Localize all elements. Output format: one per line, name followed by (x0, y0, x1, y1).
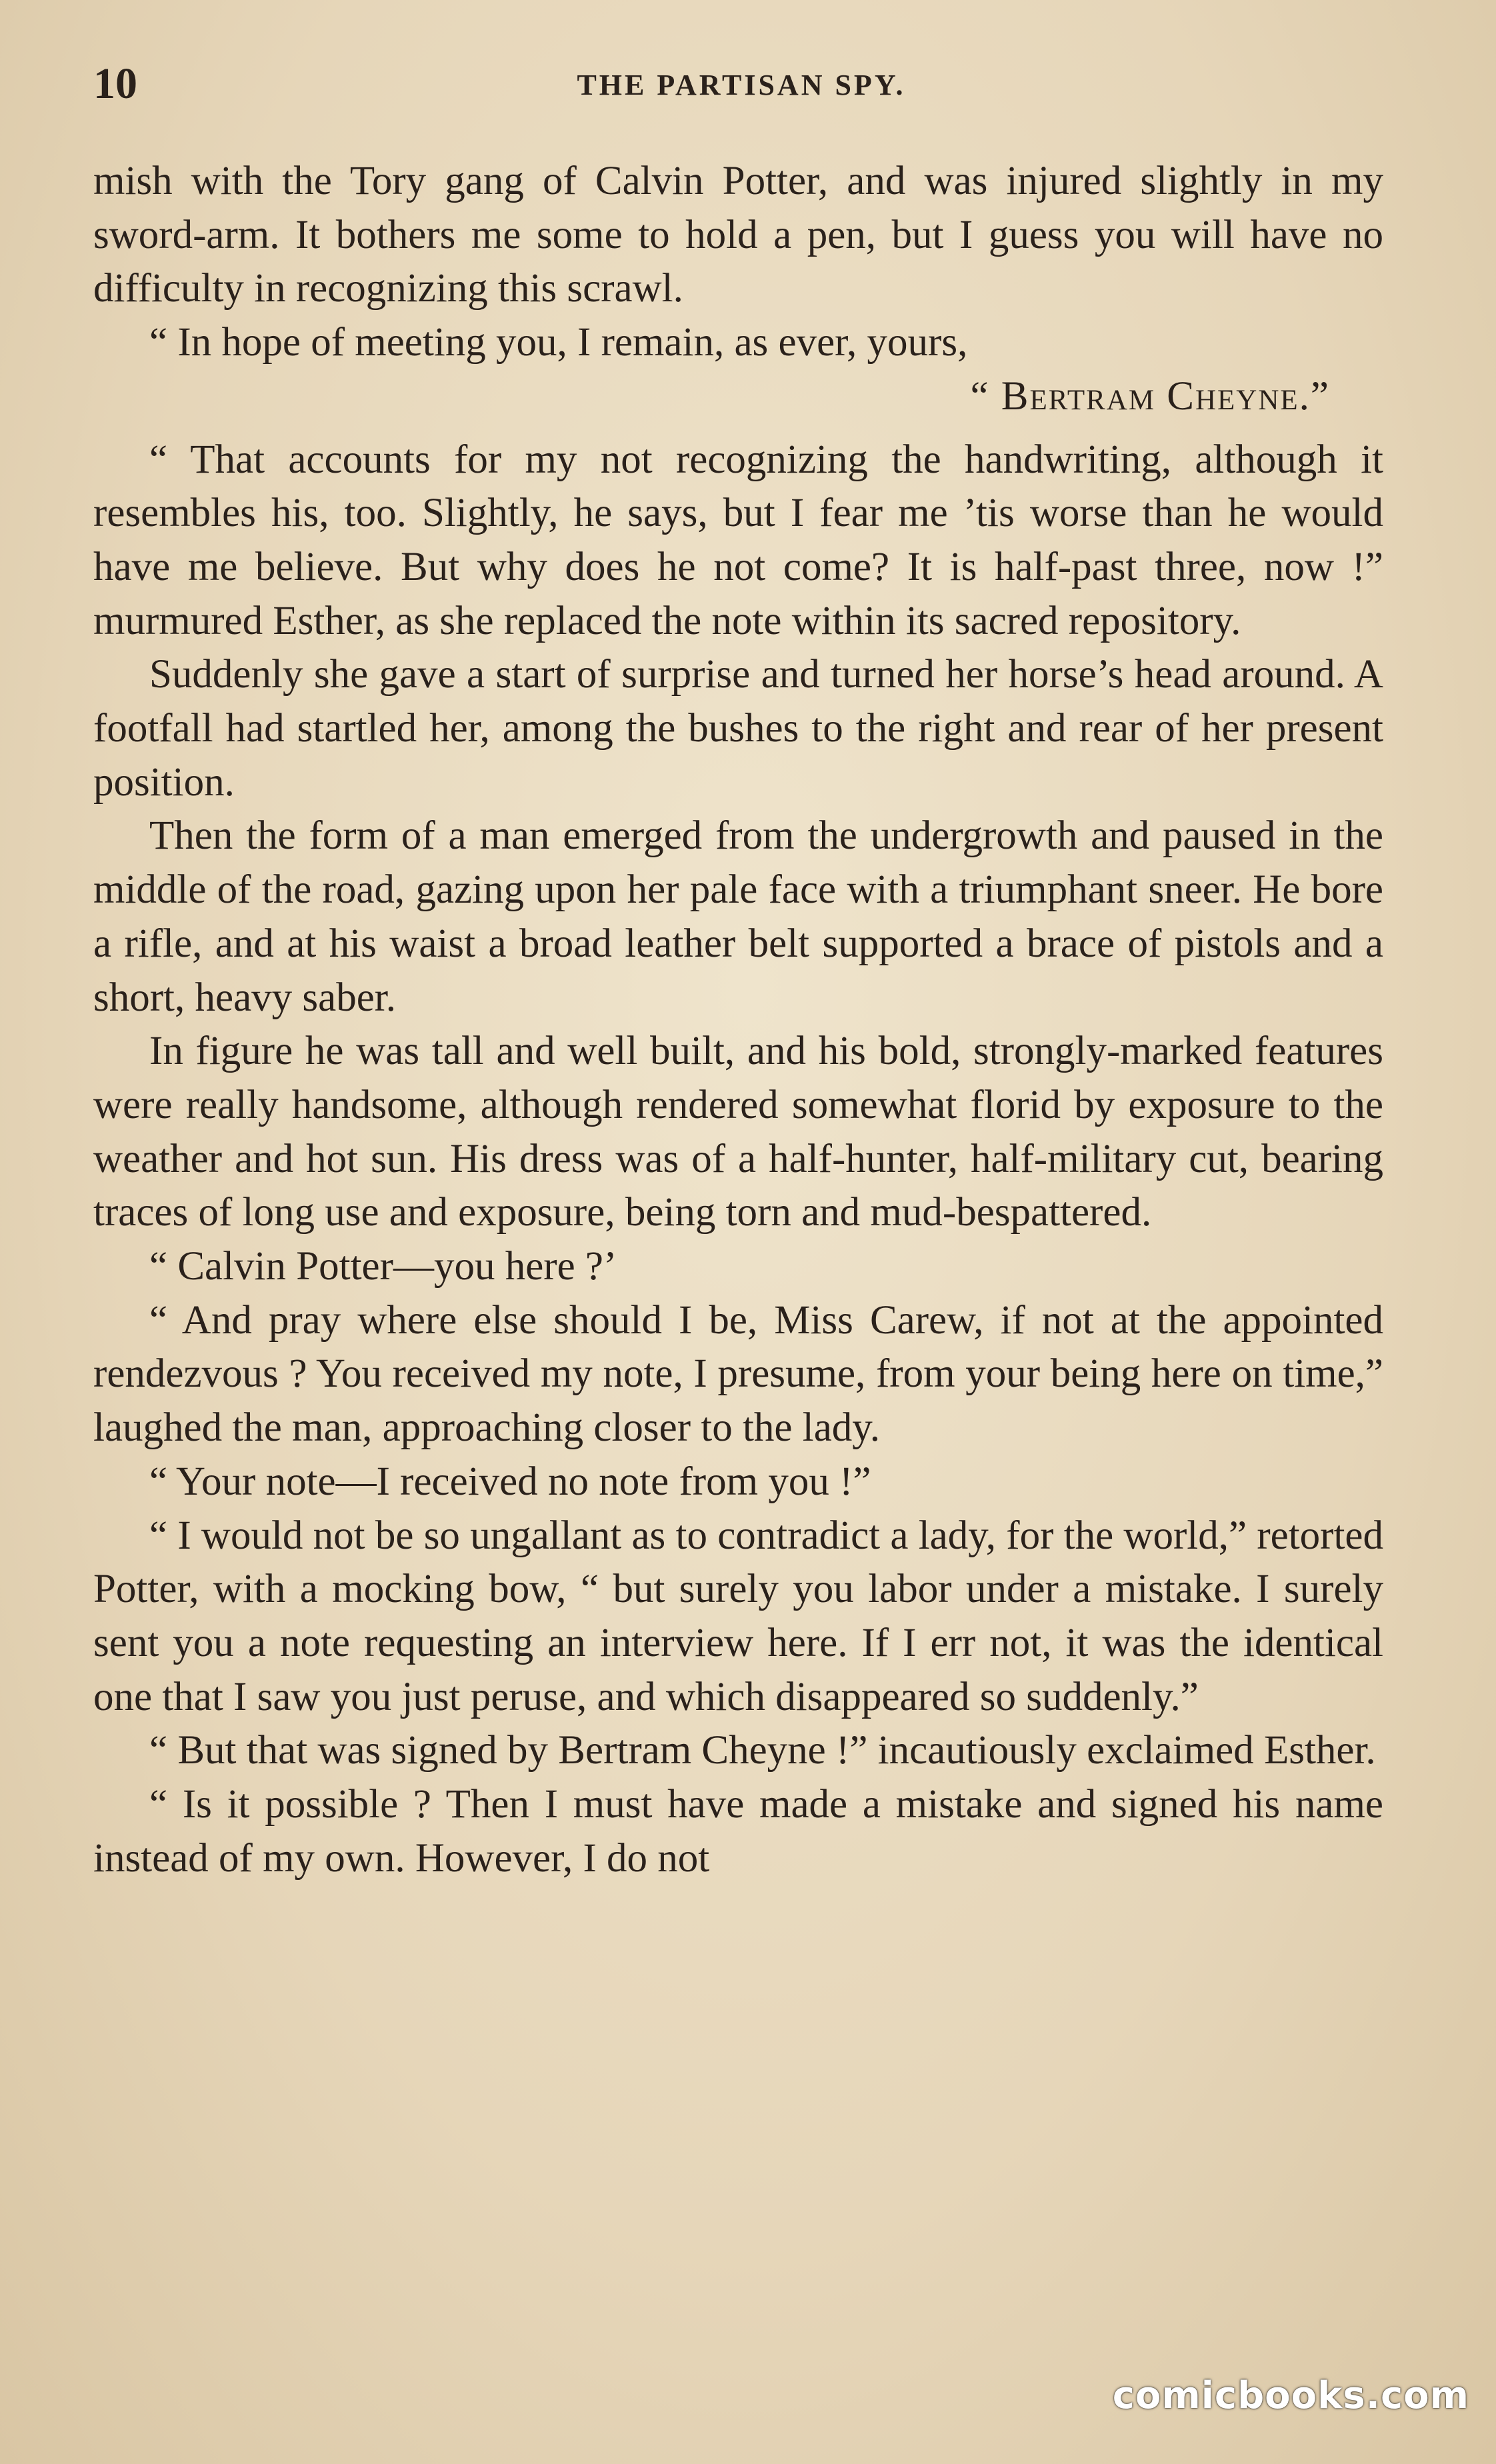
paragraph-3-text: “ That accounts for my not recognizing the handwriting, although it resembles his, too. Slightly, he says, but I fear me ’tis worse than he would have me believe. But why does he not come? It is half-past three, now !” murmured Esther, as she replaced the note within its sacred repository. (93, 437, 1383, 643)
paragraph-11: “ But that was signed by Bertram Cheyne !” incautiously exclaimed Esther. (149, 1728, 1376, 1773)
paragraph-2: “ In hope of meeting you, I remain, as ever, yours, (149, 320, 968, 365)
body-text (93, 155, 1383, 1886)
site-watermark: comicbooks.com (1112, 2374, 1469, 2417)
paragraph-1: mish with the Tory gang of Calvin Potter, and was injured slightly in my sword-arm. It bothers me some to hold a pen, but I guess you will have no difficulty in recognizing this scrawl. (93, 159, 1383, 311)
paragraph-8: “ And pray where else should I be, Miss Carew, if not at the appointed rendezvous ? You received my note, I presume, from your being here on time,” laughed the man, approaching closer to the lady. (93, 1297, 1383, 1451)
letter-signature: “ Bertram Cheyne.” (970, 373, 1330, 419)
paragraph-5: Then the form of a man emerged from the undergrowth and paused in the middle of the road, gazing upon her pale face with a triumphant sneer. He bore a rifle, and at his waist a broad leather belt supported a brace of pistols and a short, heavy saber. (93, 813, 1383, 1020)
running-head: THE PARTISAN SPY. (577, 69, 906, 101)
page-number: 10 (93, 59, 137, 108)
paragraph-6: In figure he was tall and well built, and his bold, strongly-marked features were really handsome, although rendered somewhat florid by exposure to the weather and hot sun. His dress was of a half-hunter, half-military cut, bearing traces of long use and exposure, being torn and mud-bespattered. (93, 1029, 1383, 1235)
paragraph-9: “ Your note—I received no note from you !” (149, 1459, 871, 1504)
paragraph-3 (93, 433, 1383, 649)
paragraph-12: “ Is it possible ? Then I must have made a mistake and signed his name instead of my own. However, I do not (93, 1782, 1383, 1881)
page-header (93, 59, 1389, 119)
paragraph-4: Suddenly she gave a start of surprise and turned her horse’s head around. A footfall had startled her, among the bushes to the right and rear of her present position. (93, 652, 1383, 805)
paragraph-7: “ Calvin Potter—you here ?’ (149, 1244, 617, 1289)
paragraph-10: “ I would not be so ungallant as to contradict a lady, for the world,” retorted Potter, with a mocking bow, “ but surely you labor under a mistake. I surely sent you a note requesting an interview here. If I err not, it was the identical one that I saw you just peruse, and which disappeared so suddenly.” (93, 1513, 1383, 1719)
